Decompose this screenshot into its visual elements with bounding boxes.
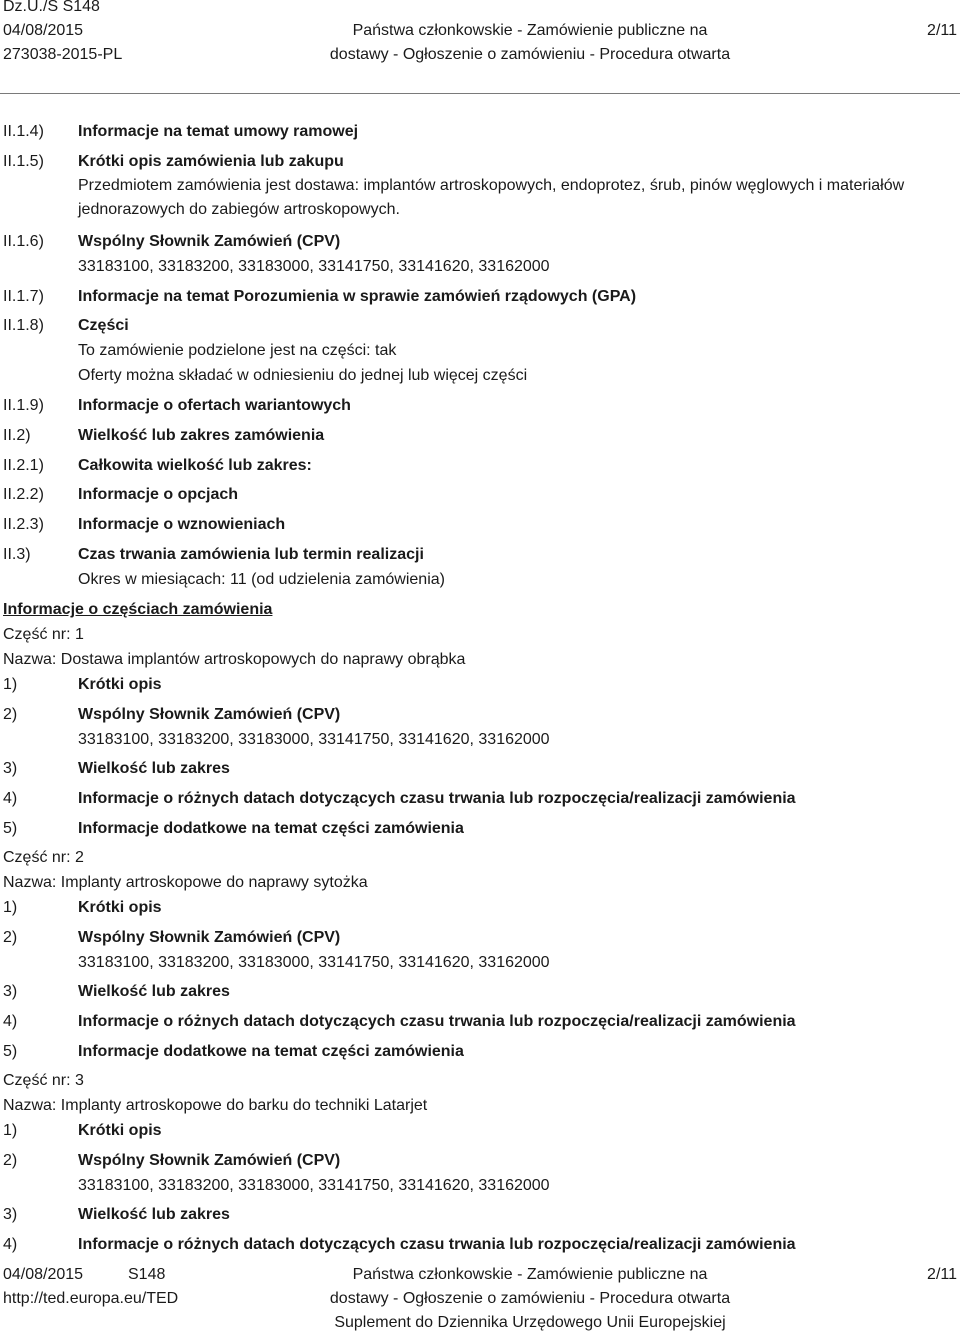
entry-title: Wielkość lub zakres — [78, 760, 230, 777]
entry-number: 5) — [3, 1043, 18, 1060]
parts-heading: Informacje o częściach zamówienia — [3, 601, 273, 618]
entry-number: 4) — [3, 1236, 18, 1253]
page-footer — [0, 1264, 960, 1334]
entry-number: 2) — [3, 706, 18, 723]
entry-number: 5) — [3, 820, 18, 837]
item-text: To zamówienie podzielone jest na części: tak — [78, 342, 397, 359]
header-title-line1: Państwa członkowskie - Zamówienie publiczne na — [352, 22, 708, 39]
entry-number: 2) — [3, 929, 18, 946]
entry-number: 2) — [3, 1152, 18, 1169]
footer-page-number: 2/11 — [927, 1266, 957, 1283]
item-title: Informacje na temat umowy ramowej — [78, 123, 359, 140]
entry-title: Informacje o różnych datach dotyczących czasu trwania lub rozpoczęcia/realizacji zamówienia — [78, 790, 796, 807]
entry-number: 3) — [3, 1206, 18, 1223]
cpv-codes: 33183100, 33183200, 33183000, 33141750, 33141620, 33162000 — [78, 731, 550, 748]
item-text: Przedmiotem zamówienia jest dostawa: implantów artroskopowych, endoprotez, śrub, pinów węglowych i materiałów jednorazowych do zabiegów artroskopowych. — [78, 177, 905, 218]
part-label: Część nr: 1 — [3, 626, 84, 643]
journal-ref: Dz.U./S S148 — [3, 0, 100, 15]
item-title: Krótki opis zamówienia lub zakupu — [78, 153, 344, 170]
entry-title: Informacje o różnych datach dotyczących czasu trwania lub rozpoczęcia/realizacji zamówienia — [78, 1236, 796, 1253]
header-date: 04/08/2015 — [3, 22, 84, 39]
cpv-codes: 33183100, 33183200, 33183000, 33141750, 33141620, 33162000 — [78, 954, 550, 971]
entry-number: 3) — [3, 760, 18, 777]
footer-issue: S148 — [128, 1266, 166, 1283]
item-number: II.1.9) — [3, 397, 44, 414]
cpv-codes: 33183100, 33183200, 33183000, 33141750, 33141620, 33162000 — [78, 1177, 550, 1194]
page-header — [0, 0, 960, 70]
footer-date: 04/08/2015 — [3, 1266, 84, 1283]
entry-number: 4) — [3, 1013, 18, 1030]
item-title: Czas trwania zamówienia lub termin realizacji — [78, 546, 424, 563]
item-title: Całkowita wielkość lub zakres: — [78, 457, 312, 474]
entry-number: 4) — [3, 790, 18, 807]
header-page-number: 2/11 — [927, 22, 957, 39]
part-name: Nazwa: Implanty artroskopowe do naprawy sytożka — [3, 874, 368, 891]
item-number: II.1.7) — [3, 288, 44, 305]
entry-title: Krótki opis — [78, 899, 162, 916]
footer-url-link[interactable]: http://ted.europa.eu/TED — [3, 1290, 179, 1307]
item-title: Wspólny Słownik Zamówień (CPV) — [78, 233, 341, 250]
entry-number: 1) — [3, 899, 18, 916]
entry-title: Wspólny Słownik Zamówień (CPV) — [78, 706, 341, 723]
entry-title: Krótki opis — [78, 1122, 162, 1139]
part-name: Nazwa: Dostawa implantów artroskopowych do naprawy obrąbka — [3, 651, 466, 668]
part-label: Część nr: 3 — [3, 1072, 84, 1089]
entry-title: Wielkość lub zakres — [78, 983, 230, 1000]
item-number: II.2) — [3, 427, 31, 444]
item-number: II.1.8) — [3, 317, 44, 334]
item-title: Informacje o wznowieniach — [78, 516, 286, 533]
item-text: Okres w miesiącach: 11 (od udzielenia zamówienia) — [78, 571, 445, 588]
entry-number: 1) — [3, 1122, 18, 1139]
item-title: Informacje na temat Porozumienia w sprawie zamówień rządowych (GPA) — [78, 288, 637, 305]
item-number: II.2.2) — [3, 486, 44, 503]
item-number: II.1.6) — [3, 233, 44, 250]
entry-title: Informacje dodatkowe na temat części zamówienia — [78, 1043, 464, 1060]
item-title: Wielkość lub zakres zamówienia — [78, 427, 325, 444]
item-text: Oferty można składać w odniesieniu do jednej lub więcej części — [78, 367, 528, 384]
header-title-line2: dostawy - Ogłoszenie o zamówieniu - Procedura otwarta — [329, 46, 731, 63]
entry-title: Wielkość lub zakres — [78, 1206, 230, 1223]
item-title: Części — [78, 317, 129, 334]
entry-number: 3) — [3, 983, 18, 1000]
entry-title: Informacje o różnych datach dotyczących czasu trwania lub rozpoczęcia/realizacji zamówienia — [78, 1013, 796, 1030]
part-name: Nazwa: Implanty artroskopowe do barku do techniki Latarjet — [3, 1097, 428, 1114]
item-number: II.1.5) — [3, 153, 44, 170]
entry-title: Krótki opis — [78, 676, 162, 693]
cpv-codes: 33183100, 33183200, 33183000, 33141750, 33141620, 33162000 — [78, 258, 550, 275]
header-divider — [0, 93, 960, 94]
entry-title: Informacje dodatkowe na temat części zamówienia — [78, 820, 464, 837]
item-number: II.3) — [3, 546, 31, 563]
item-title: Informacje o ofertach wariantowych — [78, 397, 351, 414]
entry-title: Wspólny Słownik Zamówień (CPV) — [78, 929, 341, 946]
entry-number: 1) — [3, 676, 18, 693]
footer-title-line1: Państwa członkowskie - Zamówienie publiczne na — [352, 1266, 708, 1283]
header-notice-ref: 273038-2015-PL — [3, 46, 123, 63]
item-number: II.2.1) — [3, 457, 44, 474]
item-title: Informacje o opcjach — [78, 486, 239, 503]
entry-title: Wspólny Słownik Zamówień (CPV) — [78, 1152, 341, 1169]
footer-supplement: Suplement do Dziennika Urzędowego Unii Europejskiej — [334, 1314, 726, 1331]
item-number: II.1.4) — [3, 123, 44, 140]
part-label: Część nr: 2 — [3, 849, 84, 866]
footer-title-line2: dostawy - Ogłoszenie o zamówieniu - Procedura otwarta — [329, 1290, 731, 1307]
item-number: II.2.3) — [3, 516, 44, 533]
